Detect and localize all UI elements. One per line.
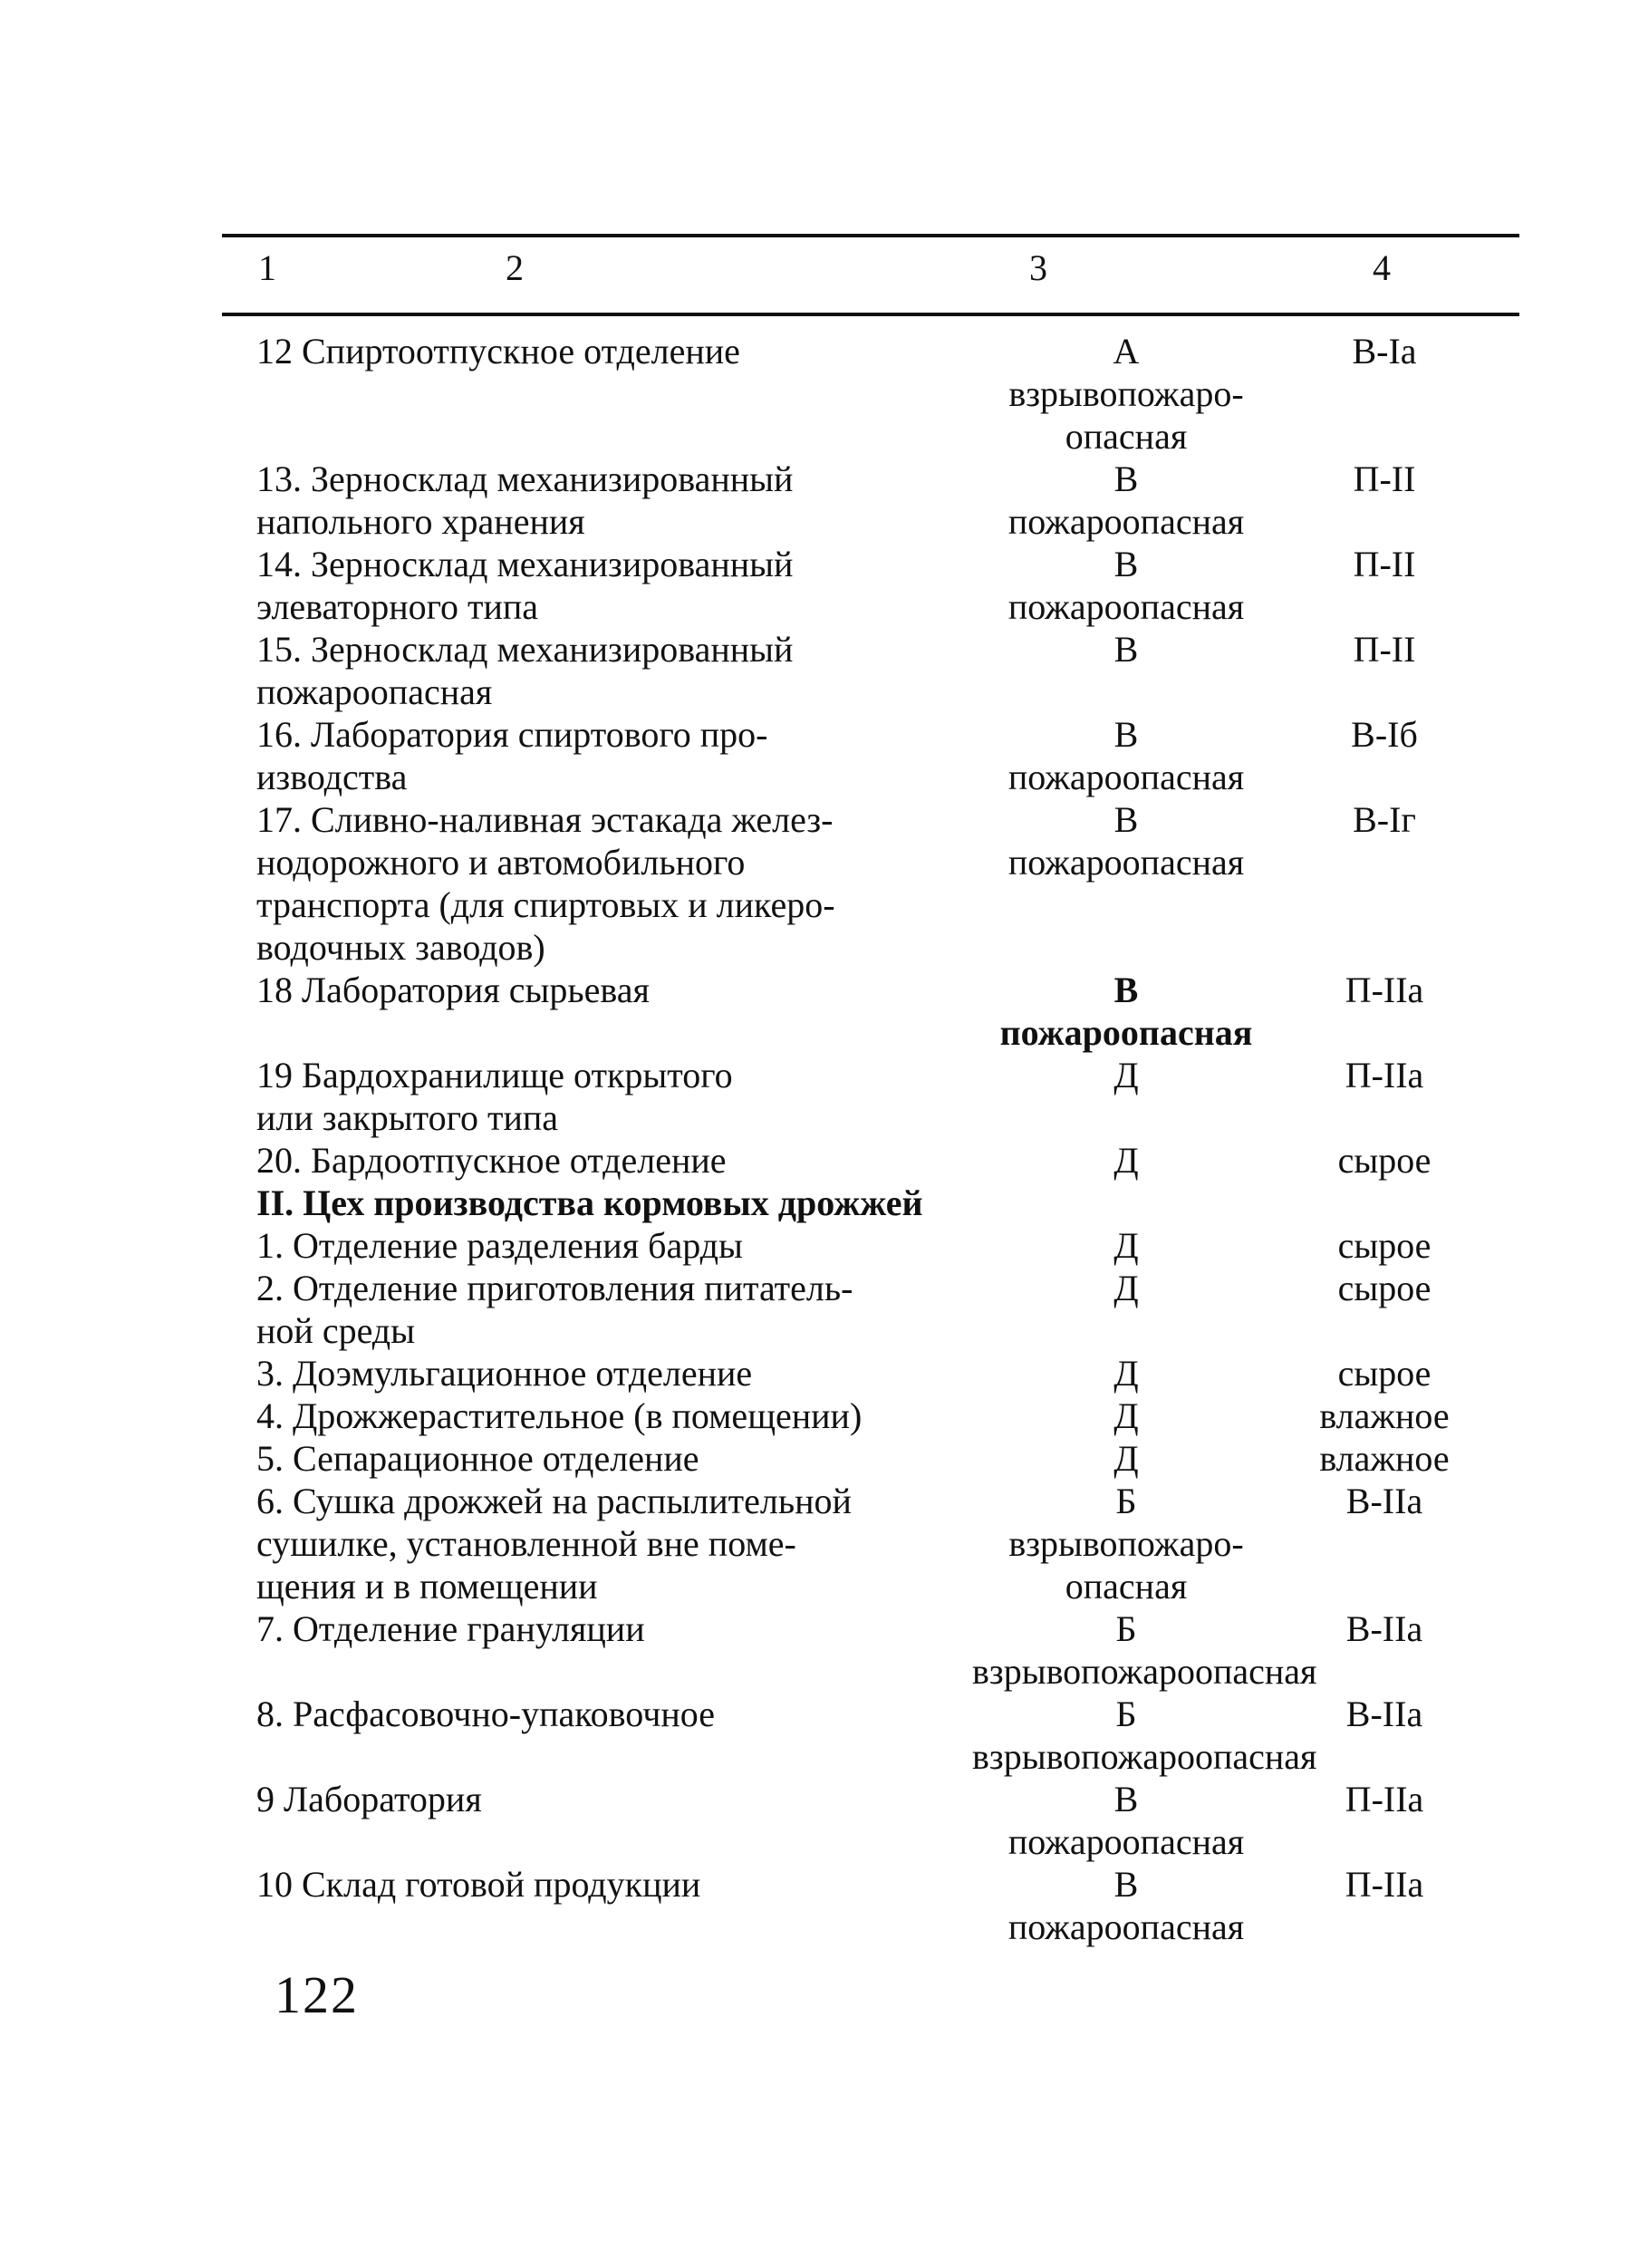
row-category: В <box>1113 629 1139 670</box>
table-row <box>0 1607 1629 1693</box>
row-name: 2. Отделение приготовления питатель- ной среды <box>256 1268 853 1351</box>
row-name: 7. Отделение грануляции <box>256 1608 645 1649</box>
row-category: А взрывопожаро- опасная <box>1008 331 1244 457</box>
row-category: В пожароопасная <box>1007 799 1245 883</box>
row-zone: П-IIа <box>1345 1779 1424 1819</box>
row-name: 10 Склад готовой продукции <box>256 1864 701 1905</box>
column-header-4: 4 <box>1373 247 1391 288</box>
table-row <box>0 969 1629 1054</box>
row-category: Б взрывопожароопасная <box>972 1694 1317 1777</box>
row-name: 9 Лаборатория <box>256 1779 482 1819</box>
row-category: Д <box>1113 1140 1139 1181</box>
row-zone: П-II <box>1353 629 1416 670</box>
table-body <box>0 330 1629 1948</box>
table-row <box>0 628 1629 713</box>
row-category: Д <box>1113 1055 1139 1095</box>
table-row <box>0 1224 1629 1267</box>
row-category: Д <box>1113 1225 1139 1266</box>
row-category: Д <box>1113 1353 1139 1394</box>
table-row <box>0 1139 1629 1182</box>
row-name: 19 Бардохранилище открытого или закрытого типа <box>256 1055 733 1138</box>
row-zone: В-IIа <box>1345 1481 1423 1521</box>
row-zone: влажное <box>1319 1438 1450 1479</box>
table-row <box>0 1693 1629 1778</box>
table-row <box>0 330 1629 458</box>
row-zone: В-Iг <box>1353 799 1416 840</box>
row-category: Б взрывопожароопасная <box>972 1608 1317 1692</box>
row-category: Д <box>1113 1438 1139 1479</box>
table-row <box>0 713 1629 798</box>
row-zone: П-IIа <box>1345 1055 1424 1095</box>
table-row <box>0 543 1629 628</box>
row-zone: В-Iб <box>1351 714 1418 755</box>
row-name: 1. Отделение разделения барды <box>256 1225 743 1266</box>
row-zone: сырое <box>1337 1225 1431 1266</box>
table-row <box>0 1437 1629 1480</box>
row-zone: П-II <box>1353 458 1416 499</box>
section-title: II. Цех производства кормовых дрожжей <box>256 1182 923 1223</box>
row-zone: сырое <box>1337 1268 1431 1308</box>
row-category: Д <box>1113 1395 1139 1436</box>
column-header-3: 3 <box>1029 247 1047 288</box>
table-row <box>0 458 1629 543</box>
row-category: В пожароопасная <box>1007 544 1245 627</box>
row-name: 6. Сушка дрожжей на распылительной сушилке, установленной вне поме- щения и в помещении <box>256 1481 852 1607</box>
section-heading-row <box>0 1182 1629 1224</box>
row-name: 18 Лаборатория сырьевая <box>256 970 650 1010</box>
row-category: В пожароопасная <box>1007 714 1245 797</box>
table-row <box>0 798 1629 969</box>
row-name: 15. Зерносклад механизированный пожароопасная <box>256 629 794 712</box>
row-name: 8. Расфасовочно-упаковочное <box>256 1694 715 1734</box>
table-row <box>0 1352 1629 1395</box>
row-name: 5. Сепарационное отделение <box>256 1438 699 1479</box>
page-number: 122 <box>275 1965 359 2024</box>
row-category: В пожароопасная <box>1007 1864 1245 1947</box>
row-zone: П-IIа <box>1345 1864 1424 1905</box>
row-name: 3. Доэмульгационное отделение <box>256 1353 753 1394</box>
row-name: 12 Спиртоотпускное отделение <box>256 331 740 372</box>
row-category: В пожароопасная <box>999 970 1253 1053</box>
row-category: Д <box>1113 1268 1139 1308</box>
row-zone: П-II <box>1353 544 1416 584</box>
row-name: 17. Сливно-наливная эстакада желез- нодорожного и автомобильного транспорта (для спиртовых и ликеро- водочных заводов) <box>256 799 835 968</box>
row-category: В пожароопасная <box>1007 1779 1245 1862</box>
table-row <box>0 1863 1629 1948</box>
table-top-rule <box>222 234 1519 237</box>
row-zone: В-Iа <box>1352 331 1417 372</box>
table-row <box>0 1267 1629 1352</box>
table-row <box>0 1054 1629 1139</box>
column-header-1: 1 <box>258 247 276 288</box>
row-category: Б взрывопожаро- опасная <box>1008 1481 1244 1607</box>
row-category: В пожароопасная <box>1007 458 1245 542</box>
row-zone: сырое <box>1337 1353 1431 1394</box>
row-zone: П-IIа <box>1345 970 1424 1010</box>
row-zone: В-IIа <box>1345 1694 1423 1734</box>
row-zone: В-IIа <box>1345 1608 1423 1649</box>
row-name: 16. Лаборатория спиртового про- изводства <box>256 714 768 797</box>
row-name: 20. Бардоотпускное отделение <box>256 1140 727 1181</box>
row-name: 14. Зерносклад механизированный элеваторного типа <box>256 544 794 627</box>
table-row <box>0 1480 1629 1607</box>
row-zone: влажное <box>1319 1395 1450 1436</box>
table-header-rule <box>222 313 1519 316</box>
row-name: 4. Дрожжерастительное (в помещении) <box>256 1395 863 1436</box>
row-zone: сырое <box>1337 1140 1431 1181</box>
column-header-2: 2 <box>506 247 524 288</box>
table-row <box>0 1778 1629 1863</box>
row-name: 13. Зерносклад механизированный напольного хранения <box>256 458 794 542</box>
table-row <box>0 1395 1629 1437</box>
